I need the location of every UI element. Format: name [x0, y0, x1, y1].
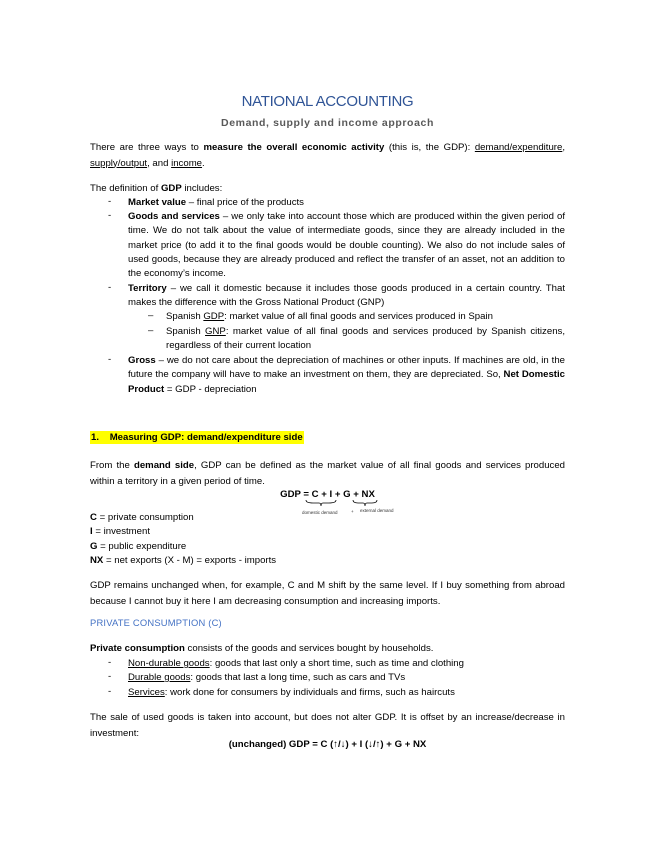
subbullet-dash: – — [148, 325, 154, 336]
bullet-dash: - — [108, 686, 112, 697]
external-demand-label: external demand — [360, 508, 394, 513]
heading-number: 1. — [91, 432, 100, 443]
bullet-market-value: Market value – final price of the products — [128, 197, 304, 208]
subbullet-dash: – — [148, 310, 154, 321]
var-g: G = public expenditure — [90, 541, 187, 552]
brace-plus-label: + — [351, 509, 354, 514]
bullet-durable-goods: Durable goods: goods that last a long time, such as cars and TVs — [128, 672, 406, 683]
gdp-formula: GDP = C + I + G + NX — [280, 489, 375, 500]
used-goods-paragraph: The sale of used goods is taken into account, but does not alter GDP. It is offset by an increase/decrease in investment: — [90, 712, 565, 739]
page-title: NATIONAL ACCOUNTING — [241, 93, 414, 110]
private-consumption-definition: Private consumption consists of the goods and services bought by households. — [90, 643, 434, 654]
bullet-services: Services: work done for consumers by individuals and firms, such as haircuts — [128, 687, 455, 698]
bullet-dash: - — [108, 671, 112, 682]
domestic-demand-brace — [305, 499, 337, 507]
var-c: C = private consumption — [90, 512, 194, 523]
unchanged-gdp-formula: (unchanged) GDP = C (↑/↓) + I (↓/↑) + G + NX — [228, 739, 427, 750]
bullet-goods-services: Goods and services – we only take into account those which are produced within the given period of time. We do not talk about the value of intermediate goods, since they are already included in the market price (to add it to the final goods would be double counting). We also do not include sales of used goods, because they are already produced and reflect the transfer of an asset, not an addition to the economy’s income. — [128, 211, 565, 280]
domestic-demand-label: domestic demand — [302, 510, 338, 515]
section-heading-measuring-gdp — [90, 432, 304, 443]
subbullet-spanish-gnp: Spanish GNP: market value of all final goods and services produced by Spanish citizens, regardless of their current location — [166, 326, 565, 352]
heading-text: Measuring GDP: demand/expenditure side — [109, 432, 303, 443]
intro-paragraph: There are three ways to measure the overall economic activity (this is, the GDP): demand/expenditure, supply/output, and income. — [90, 142, 565, 169]
bullet-dash: - — [108, 354, 112, 365]
bullet-dash: - — [108, 196, 112, 207]
var-nx: NX = net exports (X - M) = exports - imports — [90, 555, 277, 566]
var-i: I = investment — [90, 526, 150, 537]
demand-side-paragraph: From the demand side, GDP can be defined as the market value of all final goods and services produced within a territory in a given period of time. — [90, 460, 565, 487]
subbullet-spanish-gdp: Spanish GDP: market value of all final goods and services produced in Spain — [166, 311, 493, 322]
bullet-dash: - — [108, 657, 112, 668]
unchanged-paragraph: GDP remains unchanged when, for example, C and M shift by the same level. If I buy something from abroad because I cannot buy it here I am decreasing consumption and increasing imports. — [90, 580, 565, 607]
page-subtitle: Demand, supply and income approach — [221, 117, 434, 129]
definition-line: The definition of GDP includes: — [90, 183, 223, 194]
bullet-territory: Territory – we call it domestic because it includes those goods produced in a certain country. That makes the difference with the Gross National Product (GNP) — [128, 283, 565, 309]
external-demand-brace — [352, 499, 378, 507]
section-private-consumption: PRIVATE CONSUMPTION (C) — [90, 617, 222, 628]
bullet-non-durable-goods: Non-durable goods: goods that last only a short time, such as time and clothing — [128, 658, 464, 669]
bullet-gross: Gross – we do not care about the depreciation of machines or other inputs. If machines are old, in the future the company will have to make an investment on them, they are depreciated. So, Net Domestic Product = GDP - depreciation — [128, 355, 566, 395]
bullet-dash: - — [108, 210, 112, 221]
bullet-dash: - — [108, 282, 112, 293]
